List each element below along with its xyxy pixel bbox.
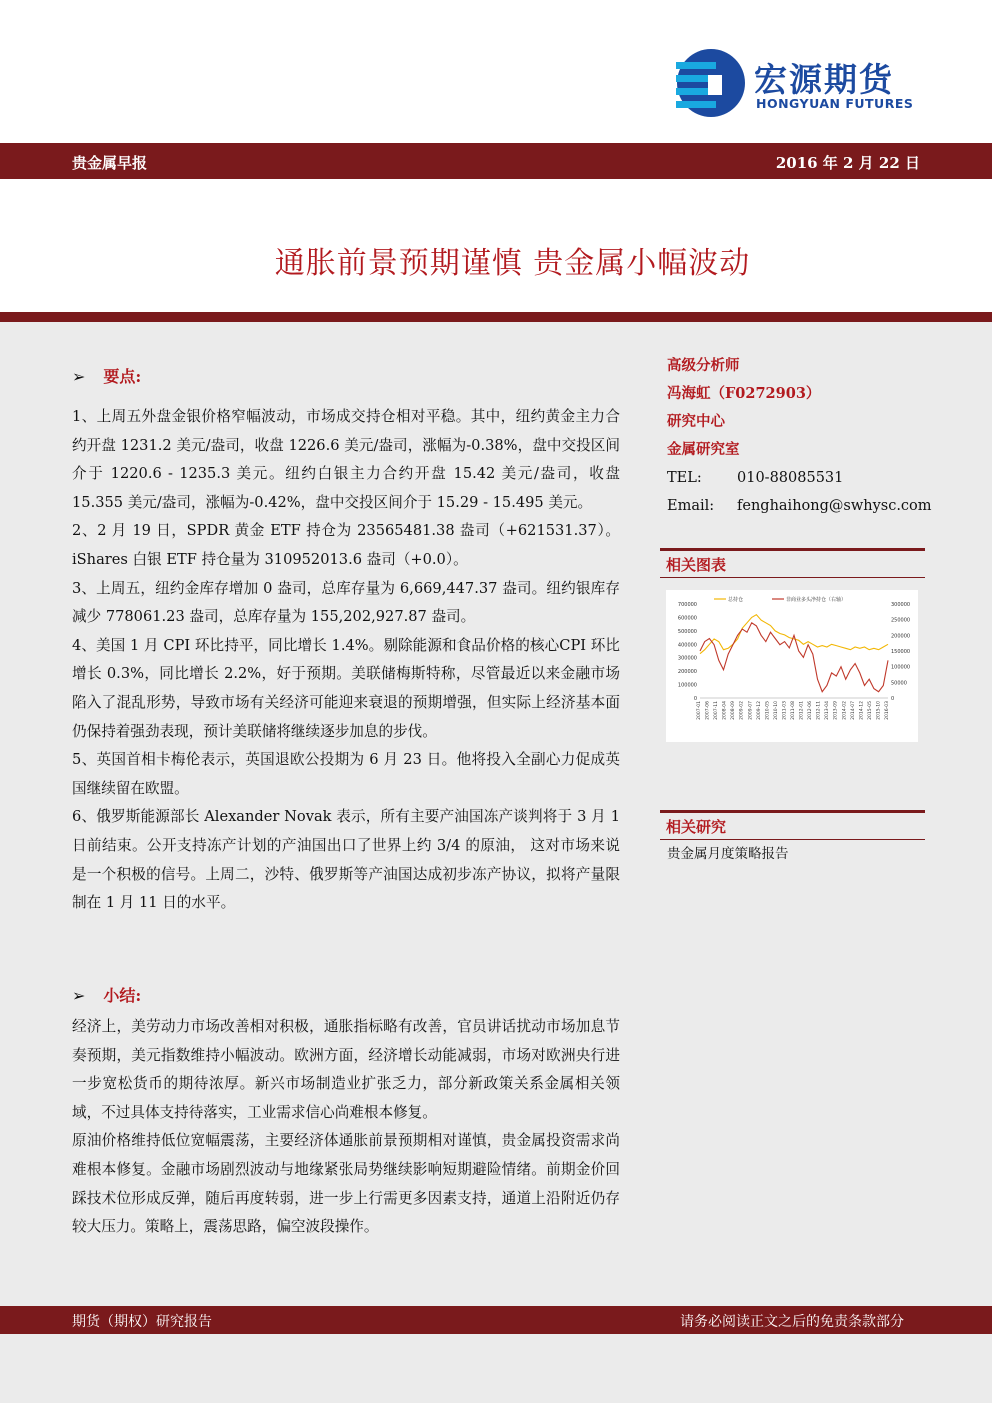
department: 研究中心 <box>667 413 725 430</box>
tel-value: 010-88085531 <box>737 470 844 486</box>
related-research-heading <box>660 810 925 840</box>
x-axis-tick-label: 2009-02 <box>739 701 745 720</box>
left-axis-tick-label: 500000 <box>677 628 697 635</box>
left-axis-tick-label: 300000 <box>677 655 697 662</box>
x-axis-tick-label: 2008-09 <box>731 701 737 720</box>
email-value: fenghaihong@swhysc.com <box>737 498 932 514</box>
arrow-icon: ➢ <box>72 367 86 386</box>
footer-disclaimer-link[interactable]: 请务必阅读正文之后的免责条款部分 <box>680 1314 904 1330</box>
paragraph: 2、2 月 19 日，SPDR 黄金 ETF 持仓为 23565481.38 盎司（+621531.37）。iShares 白银 ETF 持仓量为 310952013.6 盎司（+0.0）。 <box>72 522 620 568</box>
company-logo <box>676 48 926 118</box>
left-axis-tick-label: 200000 <box>677 669 697 676</box>
analyst-info <box>667 352 942 520</box>
left-axis-tick-label: 700000 <box>677 602 697 608</box>
legend-label: 总持仓 <box>728 597 744 603</box>
page-header <box>0 0 992 140</box>
right-axis-tick-label: 200000 <box>891 633 911 640</box>
x-axis-tick-label: 2009-07 <box>748 701 754 720</box>
sub-department: 金属研究室 <box>667 441 740 458</box>
related-research-link[interactable]: 贵金属月度策略报告 <box>667 846 789 862</box>
key-points-body <box>72 403 620 918</box>
paragraph: 6、俄罗斯能源部长 Alexander Novak 表示，所有主要产油国冻产谈判将于 3 月 1 日前结束。公开支持冻产计划的产油国出口了世界上约 3/4 的原油， 这对市场来说是一个积极的信号。上周二，沙特、俄罗斯等产油国达成初步冻产协议，拟将产量限制在 1 月 11 日的水平。 <box>72 808 620 912</box>
x-axis-tick-label: 2014-07 <box>850 701 856 720</box>
right-axis-tick-label: 250000 <box>891 617 911 624</box>
paragraph: 1、上周五外盘金银价格窄幅波动，市场成交持仓相对平稳。其中，纽约黄金主力合约开盘 1231.2 美元/盎司，收盘 1226.6 美元/盎司，涨幅为-0.38%，盘中交投区间介于 1220.6 - 1235.3 美元。纽约白银主力合约开盘 15.42 美元/盎司，收盘 15.355 美元/盎司，涨幅为-0.42%，盘中交投区间介于 15.29 - 15.495 美元。 <box>72 408 620 511</box>
report-type-bar <box>0 143 992 179</box>
x-axis-tick-label: 2011-08 <box>791 701 796 720</box>
x-axis-tick-label: 2007-01 <box>697 701 702 720</box>
left-axis-tick-label: 0 <box>693 696 697 702</box>
chart-svg <box>666 590 918 742</box>
x-axis-tick-label: 2009-12 <box>756 701 762 720</box>
title-divider <box>0 312 992 322</box>
x-axis-tick-label: 2012-06 <box>808 701 814 720</box>
x-axis-tick-label: 2013-04 <box>825 701 831 720</box>
title-area <box>0 182 992 310</box>
x-axis-tick-label: 2015-10 <box>876 701 882 720</box>
key-points-title: 要点: <box>103 367 142 386</box>
right-axis-tick-label: 50000 <box>891 680 907 687</box>
company-logo-icon <box>676 48 746 118</box>
x-axis-tick-label: 2015-05 <box>867 701 873 720</box>
summary-body <box>72 1013 620 1242</box>
footer-bar <box>0 1306 992 1334</box>
related-research-title: 相关研究 <box>666 818 727 836</box>
footer-left-text: 期货（期权）研究报告 <box>72 1314 212 1330</box>
summary-title: 小结: <box>103 986 142 1005</box>
series-line-net-long-positions <box>700 623 888 692</box>
x-axis-tick-label: 2007-06 <box>705 701 711 720</box>
summary-heading <box>72 983 141 1006</box>
report-type: 贵金属早报 <box>72 154 148 172</box>
email-row <box>667 492 942 520</box>
right-axis-tick-label: 0 <box>891 696 895 702</box>
analyst-name: 冯海虹（F0272903） <box>667 385 821 402</box>
positions-chart <box>666 590 918 742</box>
related-charts-title: 相关图表 <box>666 556 727 574</box>
key-points-heading <box>72 364 141 387</box>
paragraph: 3、上周五，纽约金库存增加 0 盎司，总库存量为 6,669,447.37 盎司。纽约银库存减少 778061.23 盎司，总库存量为 155,202,927.87 盎司。 <box>72 579 620 626</box>
x-axis-tick-label: 2013-09 <box>833 701 839 720</box>
paragraph: 原油价格维持低位宽幅震荡，主要经济体通胀前景预期相对谨慎，贵金属投资需求尚难根本修复。金融市场剧烈波动与地缘紧张局势继续影响短期避险情绪。前期金价回踩技术位形成反弹，随后再度转弱，进一步上行需更多因素支持，通道上沿附近仍存较大压力。策略上，震荡思路，偏空波段操作。 <box>72 1132 620 1236</box>
document-title: 通胀前景预期谨慎 贵金属小幅波动 <box>274 246 751 281</box>
left-axis-tick-label: 400000 <box>677 642 697 649</box>
x-axis-tick-label: 2011-03 <box>782 701 788 720</box>
analyst-title: 高级分析师 <box>667 357 740 374</box>
right-axis-tick-label: 150000 <box>891 649 911 655</box>
left-axis-tick-label: 100000 <box>677 682 697 689</box>
related-charts-heading <box>660 548 925 578</box>
x-axis-tick-label: 2008-04 <box>722 701 728 720</box>
logo-text-en: HONGYUAN FUTURES <box>756 96 914 111</box>
x-axis-tick-label: 2010-05 <box>765 701 771 720</box>
x-axis-tick-label: 2007-11 <box>714 701 720 720</box>
tel-row <box>667 464 942 492</box>
x-axis-tick-label: 2014-02 <box>842 701 848 720</box>
x-axis-tick-label: 2012-11 <box>816 701 822 720</box>
x-axis-tick-label: 2010-10 <box>773 701 779 720</box>
x-axis-tick-label: 2016-03 <box>885 701 890 720</box>
legend-label: 非商业多头净持仓（右轴） <box>786 597 847 603</box>
x-axis-tick-label: 2012-01 <box>799 701 805 720</box>
arrow-icon: ➢ <box>72 986 86 1005</box>
left-axis-tick-label: 600000 <box>677 615 697 622</box>
logo-text-cn: 宏源期货 <box>754 60 894 99</box>
paragraph: 经济上，美劳动力市场改善相对积极，通胀指标略有改善，官员讲话扰动市场加息节奏预期，美元指数维持小幅波动。欧洲方面，经济增长动能减弱，市场对欧洲央行进一步宽松货币的期待浓厚。新兴市场制造业扩张乏力，部分新政策关系金属相关领域，不过具体支持待落实，工业需求信心尚难根本修复。 <box>72 1018 620 1121</box>
right-axis-tick-label: 100000 <box>891 664 911 671</box>
paragraph: 4、美国 1 月 CPI 环比持平，同比增长 1.4%。剔除能源和食品价格的核心CPI 环比增长 0.3%，同比增长 2.2%，好于预期。美联储梅斯特称，尽管最近以来金融市场陷入了混乱形势，导致市场有关经济可能迎来衰退的预期增强，但实际上经济基本面仍保持着强劲表现，预计美联储将继续逐步加息的步伐。 <box>72 636 620 740</box>
report-date: 2016 年 2 月 22 日 <box>775 154 920 172</box>
paragraph: 5、英国首相卡梅伦表示，英国退欧公投期为 6 月 23 日。他将投入全副心力促成英国继续留在欧盟。 <box>72 751 620 797</box>
email-label: Email: <box>667 498 715 514</box>
x-axis-tick-label: 2014-12 <box>859 701 865 720</box>
right-axis-tick-label: 300000 <box>891 602 911 608</box>
tel-label: TEL: <box>667 470 702 486</box>
